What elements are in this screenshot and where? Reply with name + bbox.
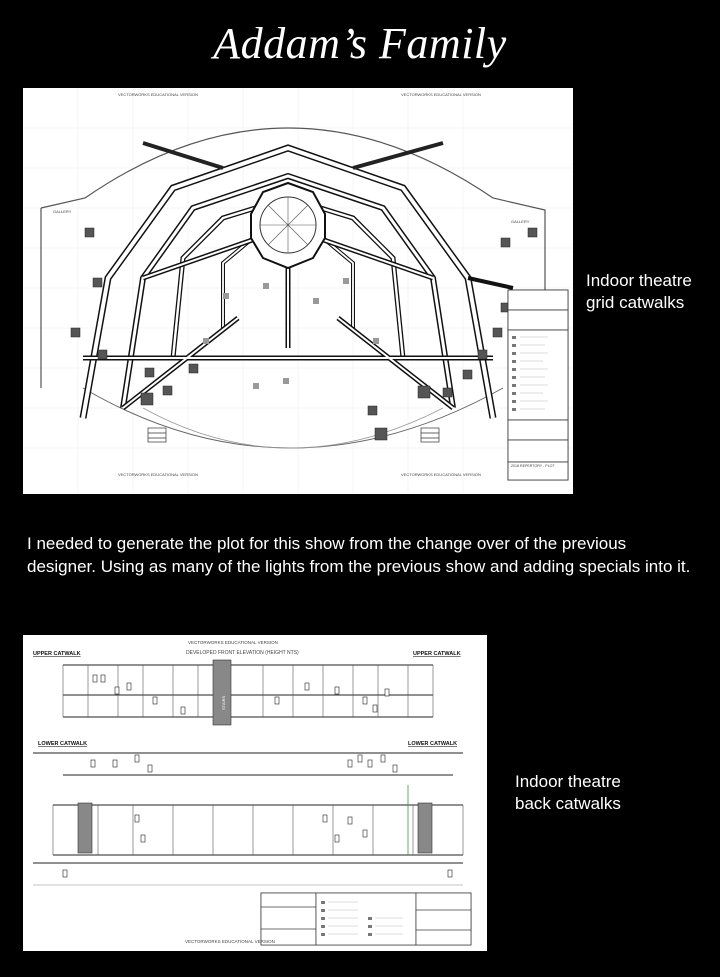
plan-sheet-label: 2018 REPERTORY - PLOT — [511, 464, 555, 468]
lower-catwalk-label-right: LOWER CATWALK — [408, 741, 458, 747]
grid-catwalk-plan-drawing — [23, 88, 573, 494]
upper-catwalk-label-right: UPPER CATWALK — [413, 651, 461, 657]
elev-watermark-bottom: VECTORWORKS EDUCATIONAL VERSION — [185, 939, 275, 944]
upper-catwalk-label-left: UPPER CATWALK — [33, 651, 81, 657]
back-catwalk-elevation-drawing — [23, 635, 487, 951]
page-title: Addam’s Family — [213, 19, 507, 68]
description-text: I needed to generate the plot for this show from the change over of the previous designer. Using as many of the lights from the previous show and adding specials into it. — [27, 534, 691, 576]
grid-catwalks-caption — [586, 270, 692, 314]
plan-gallery-left: GALLERY — [53, 209, 72, 214]
elev-watermark-top: VECTORWORKS EDUCATIONAL VERSION — [188, 640, 278, 645]
back-caption-line-1: Indoor theatre — [515, 772, 621, 791]
back-caption-line-2: back catwalks — [515, 794, 621, 813]
plan-watermark-top-left: VECTORWORKS EDUCATIONAL VERSION — [118, 92, 198, 97]
grid-caption-line-1: Indoor theatre — [586, 271, 692, 290]
plan-gallery-right: GALLERY — [511, 219, 530, 224]
grid-caption-line-2: grid catwalks — [586, 293, 685, 312]
lower-catwalk-label-left: LOWER CATWALK — [38, 741, 88, 747]
elev-heading: DEVELOPED FRONT ELEVATION (HEIGHT NTS) — [186, 650, 299, 656]
stairs-label: STAIRS — [221, 695, 226, 710]
plan-watermark-bottom-right: VECTORWORKS EDUCATIONAL VERSION — [401, 472, 481, 477]
plan-watermark-bottom-left: VECTORWORKS EDUCATIONAL VERSION — [118, 472, 198, 477]
plan-watermark-top-right: VECTORWORKS EDUCATIONAL VERSION — [401, 92, 481, 97]
back-catwalks-caption — [515, 771, 621, 815]
